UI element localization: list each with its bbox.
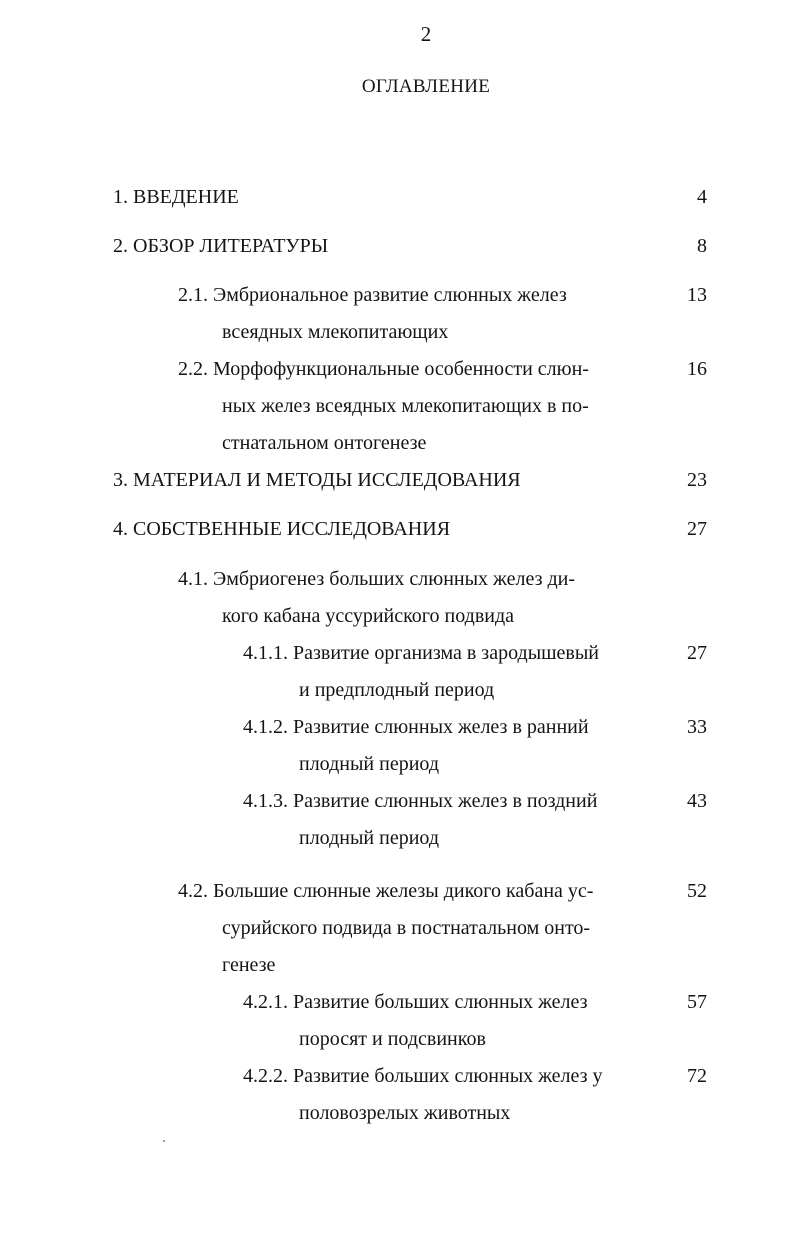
toc-entry-4-1-3	[243, 783, 643, 857]
toc-entry-4-1-2	[243, 709, 643, 783]
toc-page-number: 52	[687, 880, 707, 902]
toc-page-number: 8	[697, 235, 707, 257]
toc-entry-text: 4.1. Эмбриогенез больших слюнных желез ди- кого кабана уссурийского подвида	[178, 568, 576, 627]
toc-entry-text: 4.2.2. Развитие больших слюнных желез у половозрелых животных	[243, 1065, 603, 1124]
toc-page-number: 13	[687, 284, 707, 306]
page-title: ОГЛАВЛЕНИЕ	[361, 76, 491, 97]
toc-page-number: 72	[687, 1065, 707, 1087]
page-number: 2	[420, 22, 432, 46]
toc-page-number: 27	[687, 518, 707, 540]
toc-page-number: 23	[687, 469, 707, 491]
toc-page-number: 27	[687, 642, 707, 664]
toc-entry-4-2	[178, 873, 638, 984]
toc-entry-text: 4. СОБСТВЕННЫЕ ИССЛЕДОВАНИЯ	[113, 518, 451, 540]
toc-entry-4-2-1	[243, 984, 643, 1058]
toc-entry-text: 1. ВВЕДЕНИЕ	[113, 186, 239, 208]
toc-page-number: 4	[697, 186, 707, 208]
toc-entry-2-1	[178, 277, 638, 351]
toc-entry-text: 4.1.1. Развитие организма в зародышевый и предплодный период	[243, 642, 599, 701]
toc-entry-text: 4.2.1. Развитие больших слюнных желез поросят и подсвинков	[243, 991, 588, 1050]
toc-page-number: 33	[687, 716, 707, 738]
toc-entry-text: 2.2. Морфофункциональные особенности слюн- ных желез всеядных млекопитающих в по- стнатальном онтогенезе	[178, 358, 589, 454]
toc-entry-introduction	[113, 179, 653, 216]
toc-entry-4-1-1	[243, 635, 643, 709]
toc-entry-text: 2. ОБЗОР ЛИТЕРАТУРЫ	[113, 235, 329, 257]
toc-page-number: 57	[687, 991, 707, 1013]
toc-entry-text: 2.1. Эмбриональное развитие слюнных желез всеядных млекопитающих	[178, 284, 567, 343]
toc-entry-text: 3. МАТЕРИАЛ И МЕТОДЫ ИССЛЕДОВАНИЯ	[113, 469, 521, 491]
toc-entry-materials-methods	[113, 462, 653, 499]
toc-entry-2-2	[178, 351, 638, 462]
toc-entry-text: 4.1.3. Развитие слюнных желез в поздний плодный период	[243, 790, 598, 849]
toc-page-number: 43	[687, 790, 707, 812]
toc-entry-literature-review	[113, 228, 653, 265]
toc-entry-text: 4.1.2. Развитие слюнных желез в ранний плодный период	[243, 716, 589, 775]
toc-entry-own-research	[113, 511, 653, 548]
scan-speck	[163, 1140, 165, 1142]
toc-page-number: 16	[687, 358, 707, 380]
toc-entry-text: 4.2. Большие слюнные железы дикого кабана ус- сурийского подвида в постнатальном онто- генезе	[178, 880, 594, 976]
toc-entry-4-2-2	[243, 1058, 643, 1132]
toc-entry-4-1	[178, 561, 638, 635]
